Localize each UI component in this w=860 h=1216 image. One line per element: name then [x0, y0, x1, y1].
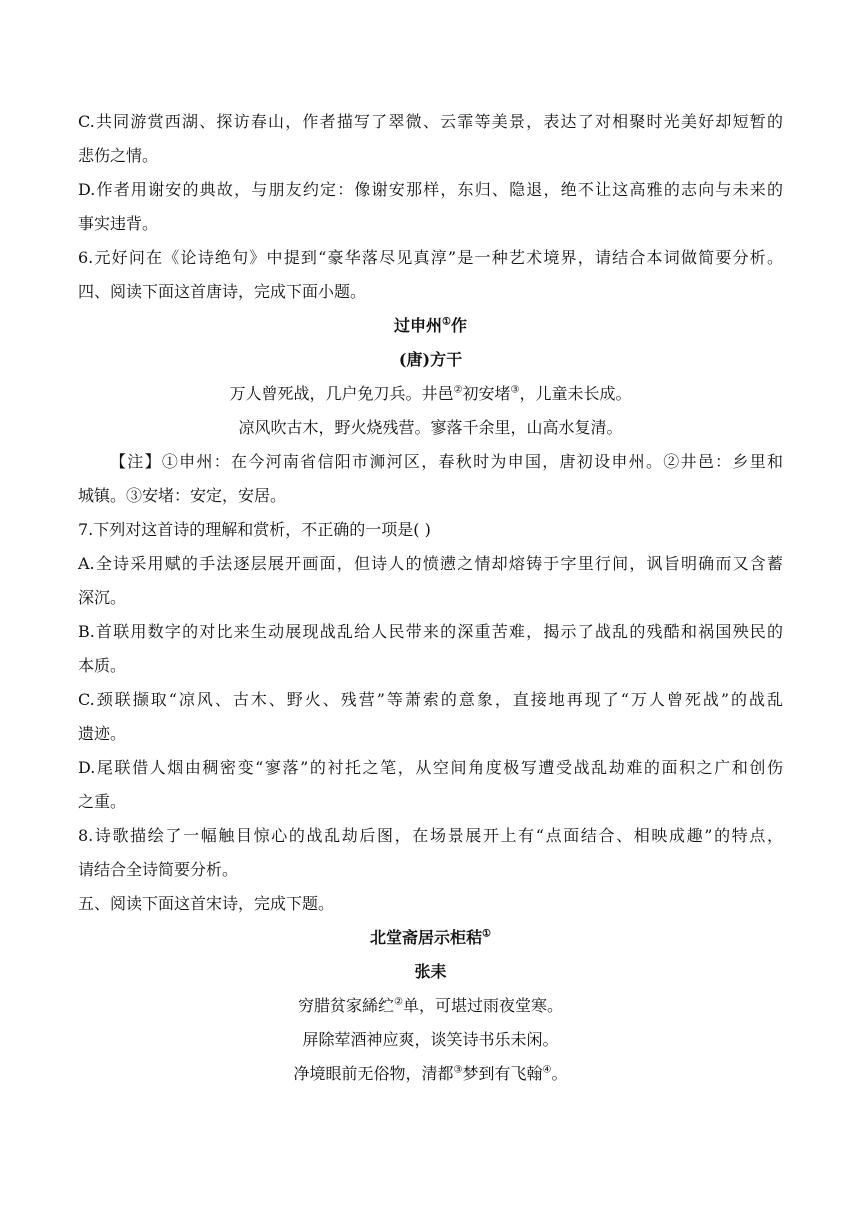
poem-1-author: (唐)方干 — [398, 350, 463, 369]
option-b-line-2: 本质。 — [78, 656, 127, 675]
question-7: 7.下列对这首诗的理解和赏析，不正确的一项是( ) — [78, 520, 431, 539]
question-6: 6.元好问在《论诗绝句》中提到“豪华落尽见真淳”是一种艺术境界，请结合本词做简要分析。 — [78, 248, 783, 267]
footnote-marker: ② — [453, 384, 463, 396]
poem-2-line-3 — [78, 1064, 783, 1084]
q7-option-d-line-2: 之重。 — [78, 792, 127, 811]
footnote-marker: ② — [394, 996, 403, 1008]
footnote-marker: ① — [442, 316, 451, 328]
footnote-marker: ① — [482, 928, 491, 940]
poem-2-line-2: 屏除荤酒神应爽，谈笑诗书乐未闲。 — [302, 1030, 559, 1049]
option-a-line-1: A.全诗采用赋的手法逐层展开画面，但诗人的愤懑之情却熔铸于字里行间，讽旨明确而又含蓄 — [78, 554, 783, 573]
question-8-line-2: 请结合全诗简要分析。 — [78, 860, 239, 879]
poem-text: 单，可堪过雨夜堂寒。 — [402, 996, 563, 1015]
poem-text: ，儿童未长成。 — [519, 384, 632, 403]
poem-text: 梦到有飞翰 — [462, 1064, 543, 1083]
poem-text: 穷腊贫家絺纻 — [298, 996, 395, 1015]
poem-text: 。 — [551, 1064, 568, 1083]
option-c-line-2: 悲伤之情。 — [78, 146, 159, 165]
option-d-line-1: D.作者用谢安的典故，与朋友约定：像谢安那样，东归、隐退，绝不让这高雅的志向与未来的 — [78, 180, 783, 199]
poem-1-note-line-1: 【注】①申州：在今河南省信阳市浉河区，春秋时为申国，唐初设申州。②井邑：乡里和 — [110, 452, 783, 471]
section-5-heading: 五、阅读下面这首宋诗，完成下题。 — [78, 894, 335, 913]
option-d-line-2: 事实违背。 — [78, 214, 159, 233]
poem-text: 万人曾死战，几户免刀兵。井邑 — [229, 384, 454, 403]
option-a-line-2: 深沉。 — [78, 588, 127, 607]
option-b-line-1: B.首联用数字的对比来生动展现战乱给人民带来的深重苦难，揭示了战乱的残酷和祸国殃民的 — [78, 622, 783, 641]
question-8-line-1: 8.诗歌描绘了一幅触目惊心的战乱劫后图，在场景展开上有“点面结合、相映成趣”的特点， — [78, 826, 783, 845]
option-c-line-1: C.共同游赏西湖、探访春山，作者描写了翠微、云霏等美景，表达了对相聚时光美好却短暂的 — [78, 112, 783, 131]
poem-1-title — [78, 316, 783, 336]
poem-1-line-1 — [78, 384, 783, 404]
poem-2-line-1 — [78, 996, 783, 1016]
poem-1-line-2: 凉风吹古木，野火烧残营。寥落千余里，山高水复清。 — [238, 418, 623, 437]
poem-1-note-line-2: 城镇。③安堵：安定，安居。 — [78, 486, 287, 505]
poem-2-title-text: 北堂斋居示柜秸 — [370, 928, 483, 947]
footnote-marker: ③ — [453, 1064, 463, 1076]
poem-1-title-end: 作 — [450, 316, 467, 335]
poem-text: 初安堵 — [462, 384, 511, 403]
q7-option-c-line-1: C.颈联撷取“凉风、古木、野火、残营”等萧索的意象，直接地再现了“万人曾死战”的战乱 — [78, 690, 783, 709]
q7-option-d-line-1: D.尾联借人烟由稠密变“寥落”的衬托之笔，从空间角度极写遭受战乱劫难的面积之广和创伤 — [78, 758, 783, 777]
poem-2-title — [78, 928, 783, 948]
footnote-marker: ④ — [542, 1064, 552, 1076]
footnote-marker: ③ — [510, 384, 520, 396]
poem-1-title-text: 过申州 — [394, 316, 443, 335]
section-4-heading: 四、阅读下面这首唐诗，完成下面小题。 — [78, 282, 367, 301]
q7-option-c-line-2: 遗迹。 — [78, 724, 127, 743]
poem-text: 净境眼前无俗物，清都 — [293, 1064, 454, 1083]
poem-2-author: 张耒 — [414, 962, 447, 981]
